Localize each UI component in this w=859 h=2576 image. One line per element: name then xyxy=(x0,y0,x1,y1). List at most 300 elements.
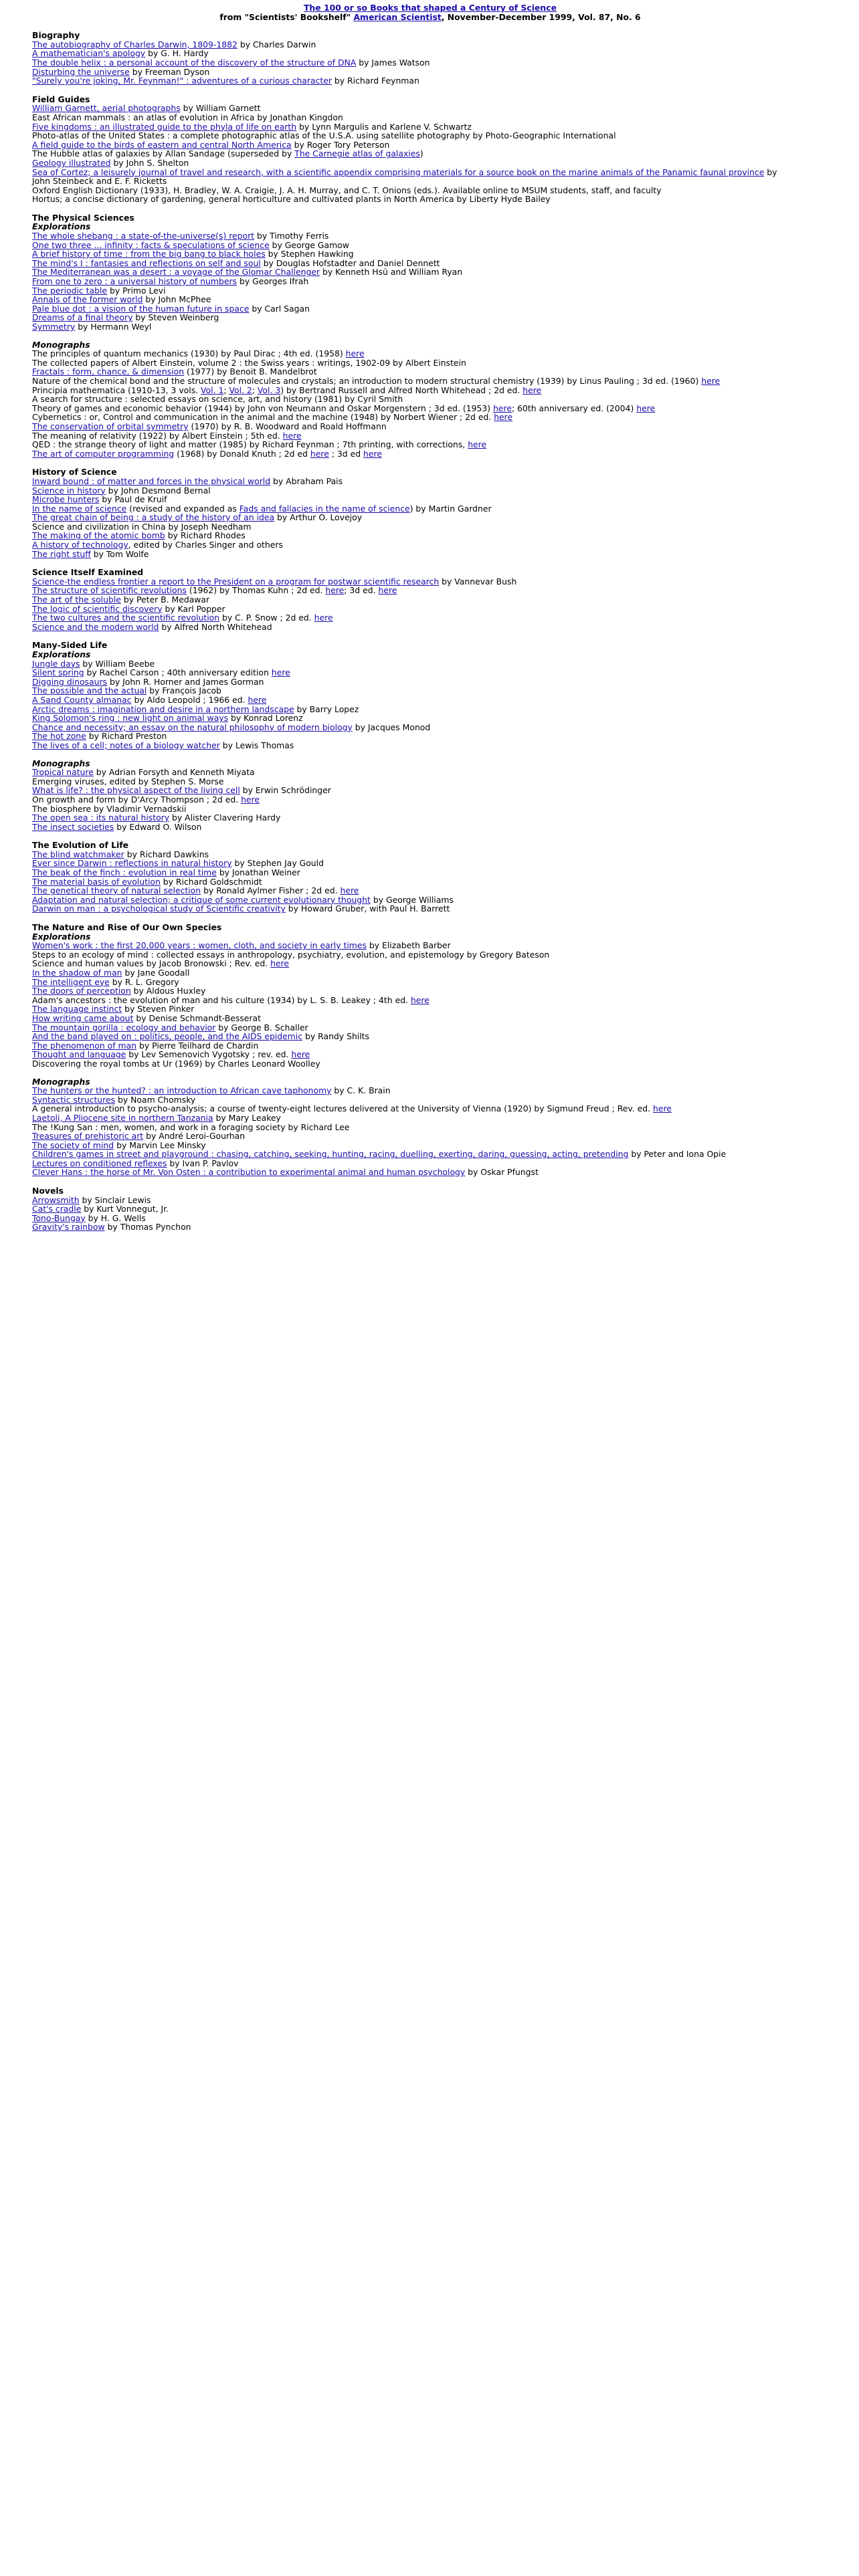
title-link[interactable]: The 100 or so Books that shaped a Century of Science xyxy=(303,3,557,13)
book-entry xyxy=(32,295,828,304)
edition-link[interactable]: here xyxy=(468,439,487,450)
book-title-link[interactable]: The double helix : a personal account of the discovery of the structure of DNA xyxy=(32,57,357,68)
book-title-link[interactable]: The society of mind xyxy=(32,1140,114,1150)
edition-link[interactable]: here xyxy=(241,794,260,804)
entry-text: The biosphere by Vladimir Vernadskii xyxy=(32,803,187,814)
entry-group xyxy=(32,759,828,832)
entry-text: Oxford English Dictionary (1933), H. Bradley, W. A. Craigie, J. A. H. Murray, and C. T. Onions (eds.). Available online to MSUM students, staff, and faculty xyxy=(32,185,662,195)
entry-text: by Jane Goodall xyxy=(122,968,190,978)
section-title: Biography xyxy=(32,30,80,41)
book-title-link[interactable]: Thought and language xyxy=(32,1049,126,1060)
entry-text: by Roger Tory Peterson xyxy=(291,139,390,150)
book-entry xyxy=(32,586,828,595)
book-entry xyxy=(32,322,828,332)
book-title-link[interactable]: The structure of scientific revolutions xyxy=(32,585,187,596)
book-title-link[interactable]: King Solomon's ring : new light on animal ways xyxy=(32,713,229,724)
book-title-link[interactable]: And the band played on : politics, people, and the AIDS epidemic xyxy=(32,1031,303,1042)
entry-text: by Stephen Hawking xyxy=(265,249,354,259)
book-entry xyxy=(32,277,828,286)
entry-text: ) by Martin Gardner xyxy=(409,503,492,514)
book-entry xyxy=(32,241,828,250)
entry-text: Theory of games and economic behavior (1944) by John von Neumann and Oskar Morgenstern ; 3d ed. (1953) xyxy=(32,403,494,413)
book-entry xyxy=(32,449,828,459)
book-entry xyxy=(32,49,828,58)
entry-group xyxy=(32,340,828,459)
section xyxy=(32,923,828,1177)
edition-link[interactable]: here xyxy=(410,994,430,1005)
book-title-link[interactable]: The material basis of evolution xyxy=(32,876,161,887)
book-title-link[interactable]: The art of computer programming xyxy=(32,448,175,459)
book-title-link[interactable]: What is life? : the physical aspect of the living cell xyxy=(32,785,240,796)
entry-text: by François Jacob xyxy=(147,685,221,696)
entry-text: by Oskar Pfungst xyxy=(465,1167,539,1178)
book-title-link[interactable]: Geology illustrated xyxy=(32,157,111,168)
entry-group xyxy=(32,850,828,914)
subtitle-line xyxy=(32,13,828,22)
book-title-link[interactable]: "Surely you're joking, Mr. Feynman!" : adventures of a curious character xyxy=(32,76,332,86)
book-title-link[interactable]: William Garnett, aerial photographs xyxy=(32,103,181,114)
entry-text: ; 3d ed xyxy=(328,448,364,459)
entry-text: by Abraham Pais xyxy=(270,475,343,486)
book-entry xyxy=(32,895,828,905)
entry-text: (revised and expanded as xyxy=(126,503,240,514)
book-title-link[interactable]: The blind watchmaker xyxy=(32,849,124,859)
book-entry xyxy=(32,1123,828,1132)
entry-text: by Peter B. Medawar xyxy=(120,595,210,605)
edition-link[interactable]: here xyxy=(271,667,290,678)
book-entry xyxy=(32,741,828,750)
book-title-link[interactable]: Children's games in street and playground : chasing, catching, seeking, hunting, racing, duelling, exerting, daring, guessing, acting, pretending xyxy=(32,1149,629,1160)
journal-link[interactable]: American Scientist xyxy=(353,11,442,22)
book-title-link[interactable]: Adaptation and natural selection; a critique of some current evolutionary thought xyxy=(32,894,371,905)
entry-text: , edited by Charles Singer and others xyxy=(128,540,283,550)
book-title-link[interactable]: Five kingdoms : an illustrated guide to the phyla of life on earth xyxy=(32,121,297,132)
book-entry xyxy=(32,1086,828,1095)
entry-text: by C. K. Brain xyxy=(331,1085,391,1096)
book-entry xyxy=(32,768,828,777)
book-title-link[interactable]: How writing came about xyxy=(32,1012,134,1023)
entry-text: by Richard Feynman xyxy=(331,76,419,86)
entry-text: by Peter and Iona Opie xyxy=(628,1149,727,1160)
book-title-link[interactable]: Arrowsmith xyxy=(32,1194,80,1205)
entry-text: Adam's ancestors : the evolution of man and his culture (1934) by L. S. B. Leakey ; 4th ed. xyxy=(32,994,411,1005)
book-entry xyxy=(32,886,828,895)
book-entry xyxy=(32,1159,828,1168)
book-entry xyxy=(32,513,828,522)
book-title-link[interactable]: Vol. 2 xyxy=(229,385,252,395)
entry-text: by Aldo Leopold ; 1966 ed. xyxy=(131,694,248,705)
entry-text: Emerging viruses, edited by Stephen S. Morse xyxy=(32,776,224,786)
book-title-link[interactable]: The periodic table xyxy=(32,285,108,296)
book-title-link[interactable]: Gravity's rainbow xyxy=(32,1222,105,1232)
entry-text: by G. H. Hardy xyxy=(145,48,209,59)
book-title-link[interactable]: Microbe hunters xyxy=(32,494,100,505)
book-title-link[interactable]: Arctic dreams : imagination and desire in a northern landscape xyxy=(32,704,294,714)
entry-text: by Douglas Hofstadter and Daniel Dennett xyxy=(260,257,440,268)
subsection-title: Monographs xyxy=(32,339,90,350)
entry-text: Nature of the chemical bond and the structure of molecules and crystals; an introduction to modern structural chemistry (1939) by Linus Pauling ; 3d ed. (1960) xyxy=(32,375,702,386)
book-entry xyxy=(32,259,828,268)
entry-text: by Kenneth Hsü and William Ryan xyxy=(320,267,463,278)
book-title-link[interactable]: Clever Hans : the horse of Mr. Von Osten : a contribution to experimental animal and human psychology xyxy=(32,1167,466,1178)
book-title-link[interactable]: Dreams of a final theory xyxy=(32,312,133,323)
book-entry xyxy=(32,377,828,386)
book-title-link[interactable]: The doors of perception xyxy=(32,986,131,996)
book-title-link[interactable]: The phenomenon of man xyxy=(32,1040,137,1051)
book-entry xyxy=(32,386,828,395)
entry-text: by Sinclair Lewis xyxy=(79,1194,151,1205)
book-title-link[interactable]: The Mediterranean was a desert : a voyage of the Glomar Challenger xyxy=(32,267,320,278)
entry-text: The collected papers of Albert Einstein, volume 2 : the Swiss years : writings, 1902-09 by Albert Einstein xyxy=(32,357,466,368)
book-entry xyxy=(32,431,828,441)
entry-text: by Erwin Schrödinger xyxy=(240,785,331,796)
entry-text: QED : the strange theory of light and matter (1985) by Richard Feynman ; 7th printing, with corrections, xyxy=(32,439,468,450)
entry-text: by Arthur O. Lovejoy xyxy=(274,512,363,523)
entry-text: by Kurt Vonnegut, Jr. xyxy=(81,1204,169,1214)
book-entry xyxy=(32,186,828,195)
book-title-link[interactable]: The great chain of being : a study of the history of an idea xyxy=(32,512,275,523)
book-title-link[interactable]: Disturbing the universe xyxy=(32,66,130,77)
book-title-link[interactable]: Science-the endless frontier a report to the President on a program for postwar scientific research xyxy=(32,576,440,586)
book-title-link[interactable]: In the name of science xyxy=(32,503,127,514)
book-title-link[interactable]: Sea of Cortez; a leisurely journal of travel and research, with a scientific appendix comprising materials for a source book on the marine animals of the Panamic faunal province xyxy=(32,167,765,177)
book-title-link[interactable]: The mind's I : fantasies and reflections on self and soul xyxy=(32,257,261,268)
book-entry xyxy=(32,504,828,514)
book-entry xyxy=(32,659,828,669)
book-entry xyxy=(32,313,828,322)
book-title-link[interactable]: The genetical theory of natural selection xyxy=(32,885,201,896)
edition-link[interactable]: here xyxy=(314,613,333,623)
book-entry xyxy=(32,550,828,559)
book-entry xyxy=(32,422,828,431)
book-title-link[interactable]: The making of the atomic bomb xyxy=(32,530,165,541)
entry-group xyxy=(32,104,828,204)
book-entry xyxy=(32,613,828,623)
book-title-link[interactable]: The intelligent eye xyxy=(32,976,110,987)
entry-text: A general introduction to psycho-analysis; a course of twenty-eight lectures delivered at the University of Vienna (1920) by Sigmund Freud ; Rev. ed. xyxy=(32,1103,653,1114)
entry-text: by André Leroi-Gourhan xyxy=(143,1131,246,1142)
entry-text: by Noam Chomsky xyxy=(115,1094,196,1105)
entry-text: by Charles Darwin xyxy=(237,39,316,49)
entry-text: by John R. Horner and James Gorman xyxy=(107,676,264,687)
entry-text: by Alister Clavering Hardy xyxy=(169,813,281,823)
entry-text: by Steven Pinker xyxy=(122,1004,195,1014)
entry-text: by Lewis Thomas xyxy=(219,740,294,750)
book-title-link[interactable]: Silent spring xyxy=(32,667,84,678)
section-title: The Nature and Rise of Our Own Species xyxy=(32,922,222,933)
book-entry xyxy=(32,732,828,741)
book-title-link[interactable]: One two three ... infinity : facts & speculations of science xyxy=(32,239,270,250)
entry-text: by George Williams xyxy=(370,894,454,905)
entry-text: John Steinbeck and E. F. Ricketts xyxy=(32,176,167,187)
entry-group xyxy=(32,577,828,632)
entry-text: by Steven Weinberg xyxy=(132,312,219,323)
book-title-link[interactable]: A mathematician's apology xyxy=(32,48,146,59)
book-entry xyxy=(32,595,828,605)
book-title-link[interactable]: The mountain gorilla : ecology and behavior xyxy=(32,1022,216,1033)
entry-text: (1962) by Thomas Kuhn ; 2d ed. xyxy=(186,585,326,596)
entry-text: by Ivan P. Pavlov xyxy=(167,1158,239,1168)
book-entry xyxy=(32,1041,828,1051)
subtitle-prefix: from "Scientists' Bookshelf" xyxy=(219,11,354,22)
book-entry xyxy=(32,177,828,186)
book-entry xyxy=(32,1168,828,1177)
edition-link[interactable]: here xyxy=(378,585,397,596)
book-entry xyxy=(32,868,828,877)
book-title-link[interactable]: The logic of scientific discovery xyxy=(32,603,163,614)
book-entry xyxy=(32,58,828,68)
book-entry xyxy=(32,76,828,86)
edition-link[interactable]: here xyxy=(248,694,267,705)
entry-text: by Mary Leakey xyxy=(213,1112,281,1123)
book-title-link[interactable]: Darwin on man : a psychological study of Scientific creativity xyxy=(32,903,286,914)
entry-group xyxy=(32,650,828,750)
entry-text: by George B. Schaller xyxy=(215,1022,308,1033)
entry-text: by Jonathan Weiner xyxy=(216,867,300,878)
book-title-link[interactable]: Women's work : the first 20,000 years : women, cloth, and society in early times xyxy=(32,940,367,951)
entry-text: by H. G. Wells xyxy=(85,1212,146,1223)
book-entry xyxy=(32,1222,828,1232)
book-entry xyxy=(32,304,828,314)
entry-text: Principia mathematica (1910-13, 3 vols. xyxy=(32,385,201,395)
entry-text: by William Beebe xyxy=(80,658,155,669)
book-title-link[interactable]: Laetoli, A Pliocene site in northern Tanzania xyxy=(32,1112,213,1123)
entry-text: by Rachel Carson ; 40th anniversary edition xyxy=(84,667,272,678)
entry-text: The !Kung San : men, women, and work in a foraging society by Richard Lee xyxy=(32,1121,350,1132)
book-title-link[interactable]: From one to zero : a universal history of numbers xyxy=(32,276,237,287)
book-entry xyxy=(32,440,828,449)
entry-text: by xyxy=(764,167,777,177)
book-title-link[interactable]: The two cultures and the scientific revolution xyxy=(32,613,220,623)
entry-text: The meaning of relativity (1922) by Albert Einstein ; 5th ed. xyxy=(32,430,283,441)
section xyxy=(32,31,828,86)
book-entry xyxy=(32,249,828,259)
entry-text: (1977) by Benoit B. Mandelbrot xyxy=(184,366,317,377)
book-entry xyxy=(32,823,828,832)
entry-text: Photo-atlas of the United States : a complete photographic atlas of the U.S.A. using satellite photography by Photo-Geographic International xyxy=(32,130,616,141)
book-entry xyxy=(32,723,828,732)
subsection-title: Monographs xyxy=(32,758,90,768)
book-title-link[interactable]: Digging dinosaurs xyxy=(32,676,108,687)
book-title-link[interactable]: Jungle days xyxy=(32,658,80,669)
book-entry xyxy=(32,677,828,687)
subsection-title: Explorations xyxy=(32,931,91,942)
book-title-link[interactable]: A history of technology xyxy=(32,540,128,550)
book-entry xyxy=(32,413,828,422)
book-title-link[interactable]: Vol. 3 xyxy=(257,385,281,395)
book-entry xyxy=(32,1004,828,1014)
entry-text: by Hermann Weyl xyxy=(75,322,152,332)
book-title-link[interactable]: Tropical nature xyxy=(32,767,94,778)
title-line xyxy=(32,3,828,13)
book-title-link[interactable]: Cat's cradle xyxy=(32,1204,82,1214)
entry-text: by Richard Rhodes xyxy=(165,530,246,541)
entry-text: by Georges Ifrah xyxy=(237,276,309,287)
book-title-link[interactable]: The hunters or the hunted? : an introduction to African cave taphonomy xyxy=(32,1085,332,1096)
book-title-link[interactable]: Pale blue dot : a vision of the human future in space xyxy=(32,303,250,314)
book-title-link[interactable]: The insect societies xyxy=(32,821,114,832)
book-entry xyxy=(32,522,828,532)
book-title-link[interactable]: A field guide to the birds of eastern and central North America xyxy=(32,139,292,150)
book-entry xyxy=(32,140,828,150)
edition-link[interactable]: here xyxy=(653,1103,672,1114)
entry-group xyxy=(32,222,828,331)
book-entry xyxy=(32,477,828,486)
book-entry xyxy=(32,577,828,586)
book-entry xyxy=(32,1204,828,1214)
book-title-link[interactable]: Tono-Bungay xyxy=(32,1212,86,1223)
entry-text: ) by Bertrand Russell and Alfred North Whitehead ; 2d ed. xyxy=(280,385,523,395)
edition-link[interactable]: here xyxy=(522,385,542,395)
book-entry xyxy=(32,531,828,540)
book-title-link[interactable]: The Carnegie atlas of galaxies xyxy=(294,148,420,159)
entry-text: Science and human values by Jacob Bronowski ; Rev. ed. xyxy=(32,958,271,969)
entry-text: by George Gamow xyxy=(269,239,349,250)
book-entry xyxy=(32,1104,828,1113)
edition-link[interactable]: here xyxy=(701,375,721,386)
book-entry xyxy=(32,404,828,413)
book-entry xyxy=(32,158,828,168)
book-entry xyxy=(32,267,828,277)
book-title-link[interactable]: The possible and the actual xyxy=(32,685,147,696)
edition-link[interactable]: here xyxy=(345,348,365,359)
book-entry xyxy=(32,959,828,968)
entry-text: ; xyxy=(252,385,258,395)
book-title-link[interactable]: The open sea : its natural history xyxy=(32,813,170,823)
book-entry xyxy=(32,968,828,978)
book-title-link[interactable]: The autobiography of Charles Darwin, 1809-1882 xyxy=(32,39,237,49)
book-title-link[interactable]: Fractals : form, chance, & dimension xyxy=(32,366,185,377)
book-title-link[interactable]: A Sand County almanac xyxy=(32,694,132,705)
edition-link[interactable]: here xyxy=(636,403,656,413)
section-title: History of Science xyxy=(32,467,117,477)
entry-group xyxy=(32,1196,828,1232)
book-entry xyxy=(32,1095,828,1105)
book-entry xyxy=(32,705,828,714)
entry-text: by Karl Popper xyxy=(162,603,225,614)
book-title-link[interactable]: The hot zone xyxy=(32,731,86,742)
book-entry xyxy=(32,40,828,49)
subtitle-suffix: , November-December 1999, Vol. 87, No. 6 xyxy=(441,11,641,22)
book-entry xyxy=(32,941,828,950)
entry-text: ; 60th anniversary ed. (2004) xyxy=(511,403,637,413)
book-entry xyxy=(32,1132,828,1141)
book-entry xyxy=(32,1141,828,1150)
entry-text: ; xyxy=(223,385,229,395)
section xyxy=(32,213,828,458)
entry-text: by James Watson xyxy=(356,57,430,68)
section-title: The Physical Sciences xyxy=(32,212,134,223)
book-title-link[interactable]: The lives of a cell; notes of a biology watcher xyxy=(32,740,220,750)
book-entry xyxy=(32,777,828,786)
book-title-link[interactable]: In the shadow of man xyxy=(32,968,122,978)
edition-link[interactable]: here xyxy=(325,585,345,596)
book-entry xyxy=(32,978,828,987)
book-title-link[interactable]: The art of the soluble xyxy=(32,595,121,605)
book-title-link[interactable]: Symmetry xyxy=(32,322,76,332)
book-title-link[interactable]: A brief history of time : from the big bang to black holes xyxy=(32,249,266,259)
entry-text: by Howard Gruber, with Paul H. Barrett xyxy=(285,903,450,914)
section xyxy=(32,841,828,914)
entry-text: by Vannevar Bush xyxy=(439,576,517,586)
book-title-link[interactable]: Science and the modern world xyxy=(32,621,159,632)
entry-text: by William Garnett xyxy=(180,103,261,114)
entry-text: Discovering the royal tombs at Ur (1969) by Charles Leonard Woolley xyxy=(32,1058,320,1069)
book-title-link[interactable]: Ever since Darwin : reflections in natural history xyxy=(32,858,232,869)
book-entry xyxy=(32,986,828,996)
book-entry xyxy=(32,668,828,677)
entry-text: Science and civilization in China by Joseph Needham xyxy=(32,521,252,532)
book-entry xyxy=(32,1014,828,1023)
entry-text: Cybernetics : or, Control and communication in the animal and the machine (1948) by Norbert Wiener ; 2d ed. xyxy=(32,412,494,423)
edition-link[interactable]: here xyxy=(282,430,302,441)
edition-link[interactable]: here xyxy=(363,448,382,459)
book-title-link[interactable]: The right stuff xyxy=(32,548,91,559)
entry-text: by Timothy Ferris xyxy=(254,231,329,241)
book-title-link[interactable]: Inward bound : of matter and forces in the physical world xyxy=(32,475,271,486)
book-title-link[interactable]: Annals of the former world xyxy=(32,294,143,305)
book-title-link[interactable]: Vol. 1 xyxy=(201,385,224,395)
subsection-title: Explorations xyxy=(32,221,91,232)
book-title-link[interactable]: The language instinct xyxy=(32,1004,122,1014)
book-title-link[interactable]: The conservation of orbital symmetry xyxy=(32,421,189,431)
book-entry xyxy=(32,1023,828,1033)
book-title-link[interactable]: Treasures of prehistoric art xyxy=(32,1131,144,1142)
entry-text: by Barry Lopez xyxy=(294,704,359,714)
book-title-link[interactable]: Lectures on conditioned reflexes xyxy=(32,1158,167,1168)
book-title-link[interactable]: Science in history xyxy=(32,485,106,496)
entry-group xyxy=(32,932,828,1069)
entry-text: by Richard Goldschmidt xyxy=(160,876,262,887)
edition-link[interactable]: here xyxy=(340,885,359,896)
entry-text: by Stephen Jay Gould xyxy=(231,858,324,869)
entry-text: by Lev Semenovich Vygotsky ; rev. ed. xyxy=(126,1049,292,1060)
book-entry xyxy=(32,113,828,122)
book-entry xyxy=(32,623,828,632)
book-entry xyxy=(32,1050,828,1059)
entry-text: by Carl Sagan xyxy=(249,303,310,314)
entry-text: East African mammals : an atlas of evolution in Africa by Jonathan Kingdon xyxy=(32,112,343,122)
entry-text: by Denise Schmandt-Besserat xyxy=(133,1012,261,1023)
edition-link[interactable]: here xyxy=(310,448,329,459)
book-title-link[interactable]: Syntactic structures xyxy=(32,1094,116,1105)
section xyxy=(32,467,828,558)
book-title-link[interactable]: Chance and necessity; an essay on the natural philosophy of modern biology xyxy=(32,722,353,732)
book-entry xyxy=(32,358,828,368)
book-entry xyxy=(32,877,828,887)
book-title-link[interactable]: The beak of the finch : evolution in real time xyxy=(32,867,217,878)
entry-text: by John Desmond Bernal xyxy=(105,485,211,496)
edition-link[interactable]: here xyxy=(493,403,512,413)
entry-text: by Marvin Lee Minsky xyxy=(114,1140,206,1150)
edition-link[interactable]: here xyxy=(291,1049,310,1060)
book-entry xyxy=(32,950,828,960)
edition-link[interactable]: here xyxy=(270,958,290,969)
section xyxy=(32,1186,828,1232)
edition-link[interactable]: here xyxy=(494,412,513,423)
entry-text: ) xyxy=(419,148,423,159)
book-entry xyxy=(32,367,828,377)
book-entry xyxy=(32,904,828,914)
book-title-link[interactable]: The whole shebang : a state-of-the-universe(s) report xyxy=(32,231,255,241)
book-entry xyxy=(32,850,828,859)
entry-text: by Elizabeth Barber xyxy=(366,940,451,951)
book-entry xyxy=(32,149,828,158)
entry-text: by Konrad Lorenz xyxy=(228,713,303,724)
book-entry xyxy=(32,686,828,695)
entry-text: (1968) by Donald Knuth ; 2d ed xyxy=(174,448,310,459)
book-title-link[interactable]: Fads and fallacies in the name of science xyxy=(239,503,410,514)
